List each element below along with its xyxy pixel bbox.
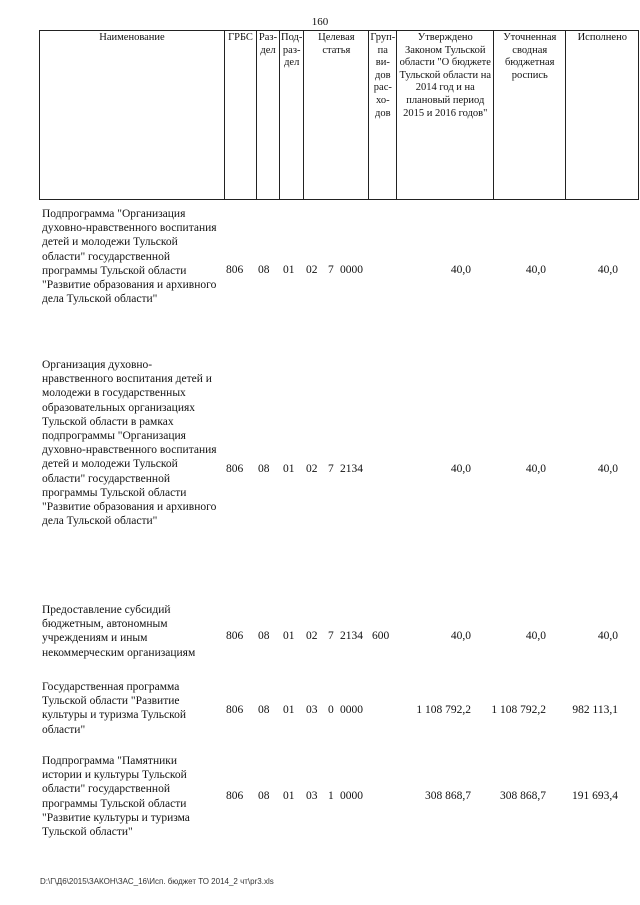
header-utverzhdeno: Утверждено Законом Тульской области "О бюджете Тульской области на 2014 год и на плановый период 2015 и 2016 годов" [397,31,494,200]
row-approved: 308 868,7 [425,790,471,802]
row-refined: 40,0 [525,463,546,475]
row-cs-direction: 0000 [340,704,363,716]
header-celevaya-statya: Целевая статья [304,31,369,200]
row-executed: 40,0 [597,463,618,475]
row-name: Предоставление субсидий бюджетным, автономным учреждениям и иным некоммерческим организациям [42,604,196,659]
row-executed: 40,0 [597,630,618,642]
file-path-footer: D:\Г\Д6\2015\ЗАКОН\ЗАС_16\Исп. бюджет ТО 2014_2 чт\pr3.xls [40,877,274,886]
row-approved: 40,0 [450,630,471,642]
row-grbs: 806 [226,463,244,475]
row-name: Подпрограмма "Организация духовно-нравственного воспитания детей и молодежи Тульской области" государственной программы Тульской области "Развитие образования и архивного дела Тульской области" [42,208,217,306]
row-cs-program: 02 [306,630,318,642]
row-refined: 40,0 [525,264,546,276]
row-razdel: 08 [258,790,270,802]
row-refined: 308 868,7 [500,790,546,802]
row-grbs: 806 [226,264,244,276]
row-cs-subprogram: 1 [328,790,334,802]
row-executed: 982 113,1 [572,704,618,716]
row-razdel: 08 [258,463,270,475]
row-podrazdel: 01 [283,463,295,475]
row-grbs: 806 [226,704,244,716]
row-approved: 40,0 [450,463,471,475]
row-cs-program: 02 [306,264,318,276]
header-grbs: ГРБС [225,31,257,200]
header-ispolneno: Исполнено [566,31,639,200]
row-cs-direction: 0000 [340,264,363,276]
row-approved: 1 108 792,2 [416,704,471,716]
row-grbs: 806 [226,630,244,642]
row-name: Организация духовно-нравственного воспитания детей и молодежи в государственных образовательных организациях Тульской области в рамках подпрограммы "Организация духовно-нравственного воспитания детей и молодежи Тульской области" государственной программы Тульской области "Развитие образования и архивного дела Тульской области" [42,359,217,528]
row-refined: 1 108 792,2 [491,704,546,716]
row-name: Подпрограмма "Памятники истории и культуры Тульской области" государственной программы Тульской области "Развитие культуры и туризма Тульской области" [42,755,190,839]
row-cs-subprogram: 7 [328,463,334,475]
row-cs-program: 03 [306,790,318,802]
row-executed: 40,0 [597,264,618,276]
row-name: Государственная программа Тульской области "Развитие культуры и туризма Тульской области" [42,681,186,736]
row-razdel: 08 [258,704,270,716]
header-podrazdel: Под-раз-дел [280,31,304,200]
row-cs-subprogram: 7 [328,264,334,276]
row-cs-direction: 0000 [340,790,363,802]
row-podrazdel: 01 [283,630,295,642]
row-cs-program: 03 [306,704,318,716]
table-header [39,30,639,200]
row-executed: 191 693,4 [572,790,618,802]
row-razdel: 08 [258,630,270,642]
row-cs-direction: 2134 [340,463,363,475]
header-name: Наименование [40,31,225,200]
page-number: 160 [311,16,329,28]
header-gruppa-vidov-rashodov: Груп-па ви-дов рас-хо-дов [369,31,397,200]
row-cs-direction: 2134 [340,630,363,642]
header-razdel: Раз-дел [257,31,280,200]
row-podrazdel: 01 [283,790,295,802]
row-cs-subprogram: 7 [328,630,334,642]
row-podrazdel: 01 [283,264,295,276]
row-podrazdel: 01 [283,704,295,716]
row-razdel: 08 [258,264,270,276]
row-grbs: 806 [226,790,244,802]
header-utochnennaya: Уточненная сводная бюджетная роспись [494,31,566,200]
row-refined: 40,0 [525,630,546,642]
row-cs-program: 02 [306,463,318,475]
row-approved: 40,0 [450,264,471,276]
row-cs-subprogram: 0 [328,704,334,716]
row-vr: 600 [372,630,390,642]
